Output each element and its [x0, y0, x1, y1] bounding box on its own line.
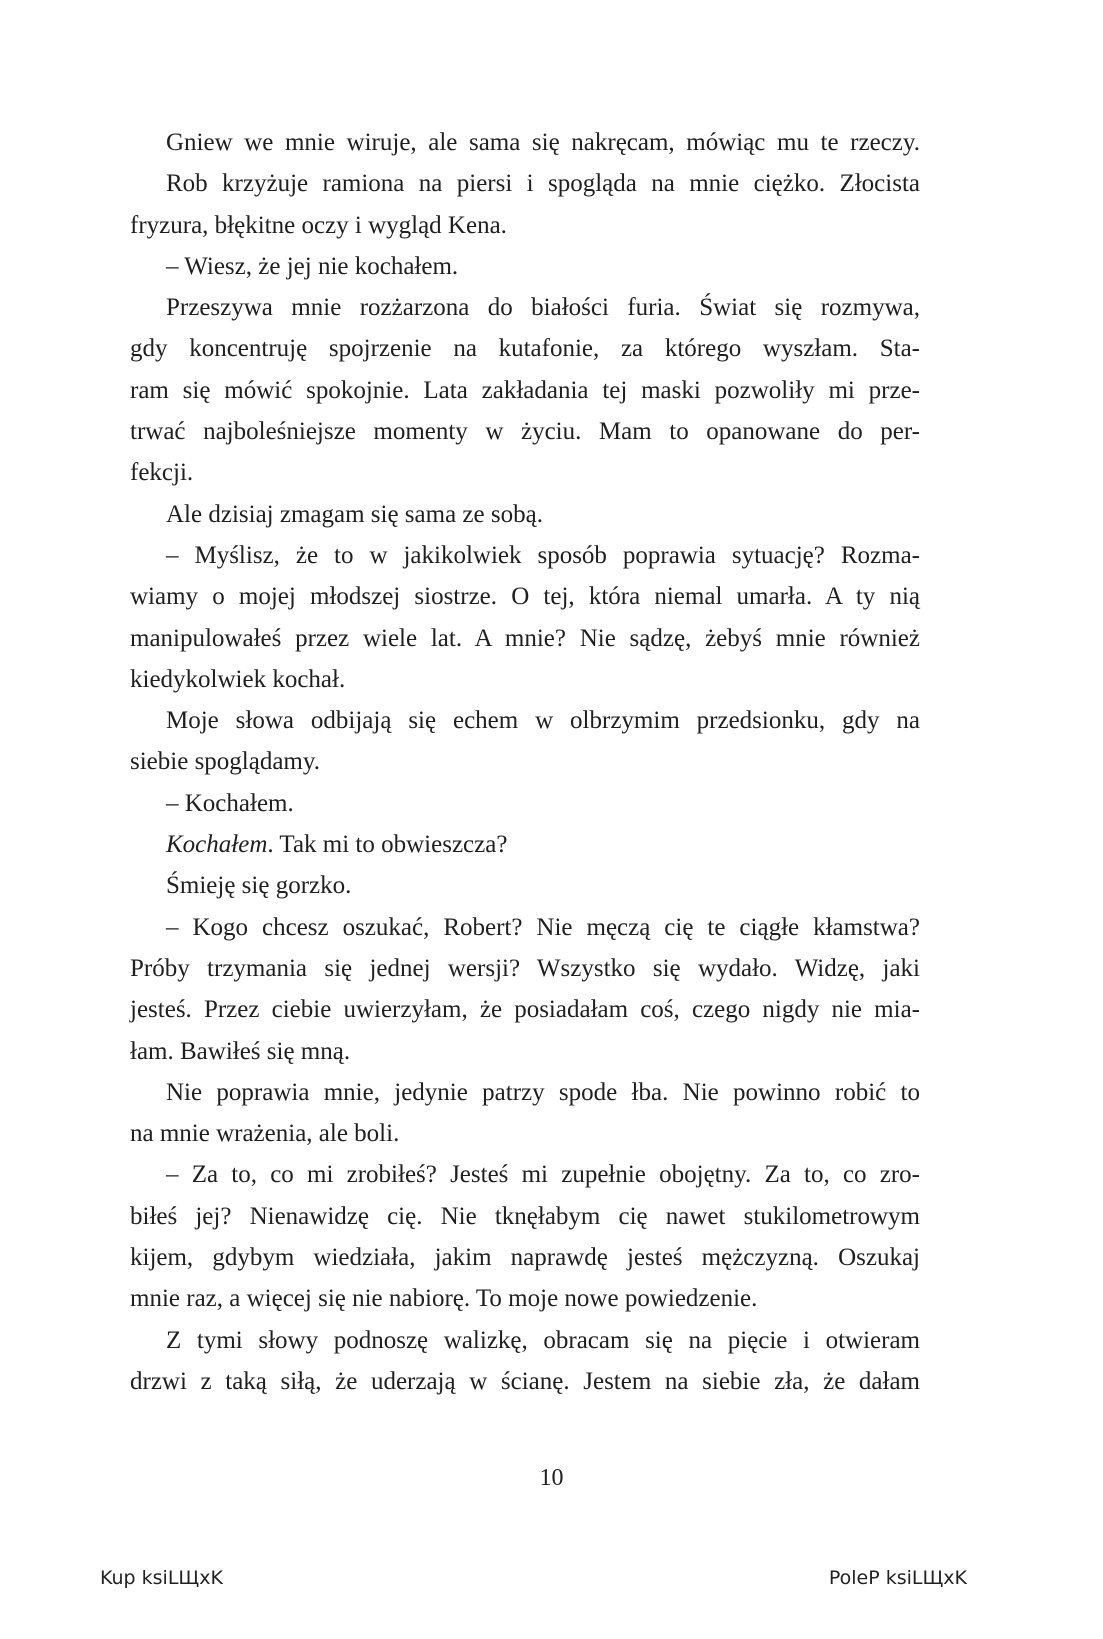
text-line: kiedykolwiek kochał.: [130, 665, 346, 693]
text-line: Ale dzisiaj zmagam się sama ze sobą.: [166, 500, 543, 528]
text-line: na mnie wrażenia, ale boli.: [130, 1120, 400, 1148]
text-line: łam. Bawiłeś się mną.: [130, 1037, 351, 1065]
text-line: ram się mówić spokojnie. Lata zakładania tej maski pozwoliły mi prze-: [130, 376, 920, 404]
text-line: – Wiesz, że jej nie kochałem.: [166, 252, 459, 280]
text-line: – Kogo chcesz oszukać, Robert? Nie męczą cię te ciągłe kłamstwa?: [166, 913, 920, 941]
text-line: Z tymi słowy podnoszę walizkę, obracam się na pięcie i otwieram: [166, 1326, 920, 1354]
text-line: jesteś. Przez ciebie uwierzyłam, że posiadałam coś, czego nigdy nie mia-: [130, 996, 920, 1024]
text-line: – Myślisz, że to w jakikolwiek sposób poprawia sytuację? Rozma-: [166, 541, 920, 569]
text-line: – Kochałem.: [166, 789, 294, 817]
text-line: trwać najboleśniejsze momenty w życiu. Mam to opanowane do per-: [130, 418, 920, 446]
text-line: mnie raz, a więcej się nie nabiorę. To moje nowe powiedzenie.: [130, 1285, 758, 1313]
text-line: siebie spoglądamy.: [130, 748, 321, 776]
emphasized-word: Kochałem: [166, 831, 268, 859]
page-body-text: [130, 122, 920, 1402]
text-line: wiamy o mojej młodszej siostrze. O tej, która niemal umarła. A ty nią: [130, 583, 920, 611]
text-line: Próby trzymania się jednej wersji? Wszystko się wydało. Widzę, jaki: [130, 954, 920, 982]
page-number: 10: [539, 1465, 564, 1491]
text-line: kijem, gdybym wiedziała, jakim naprawdę jesteś mężczyzną. Oszukaj: [130, 1244, 920, 1272]
text-line-rest: . Tak mi to obwieszcza?: [267, 831, 508, 859]
buy-book-link[interactable]: Kup ksiLЩxK: [100, 1567, 223, 1589]
text-line: Rob krzyżuje ramiona na piersi i spogląda na mnie ciężko. Złocista: [166, 170, 920, 198]
text-line: drzwi z taką siłą, że uderzają w ścianę. Jestem na siebie zła, że dałam: [130, 1367, 920, 1395]
text-line: Śmieję się gorzko.: [166, 872, 352, 900]
text-line: manipulowałeś przez wiele lat. A mnie? Nie sądzę, żebyś mnie również: [130, 624, 920, 652]
text-line: Moje słowa odbijają się echem w olbrzymim przedsionku, gdy na: [166, 707, 920, 735]
text-line: Nie poprawia mnie, jedynie patrzy spode łba. Nie powinno robić to: [166, 1078, 920, 1106]
text-line: gdy koncentruję spojrzenie na kutafonie, za którego wyszłam. Sta-: [130, 335, 920, 363]
text-line: Przeszywa mnie rozżarzona do białości furia. Świat się rozmywa,: [166, 294, 920, 322]
text-line: – Za to, co mi zrobiłeś? Jesteś mi zupełnie obojętny. Za to, co zro-: [166, 1161, 920, 1189]
text-line: biłeś jej? Nienawidzę cię. Nie tknęłabym cię nawet stukilometrowym: [130, 1202, 920, 1230]
text-line: fryzura, błękitne oczy i wygląd Kena.: [130, 211, 507, 239]
text-line: [130, 824, 920, 865]
recommend-book-link[interactable]: PoleP ksiLЩxK: [828, 1567, 967, 1589]
text-line: Gniew we mnie wiruje, ale sama się nakręcam, mówiąc mu te rzeczy.: [166, 129, 920, 156]
text-line: fekcji.: [130, 459, 194, 487]
